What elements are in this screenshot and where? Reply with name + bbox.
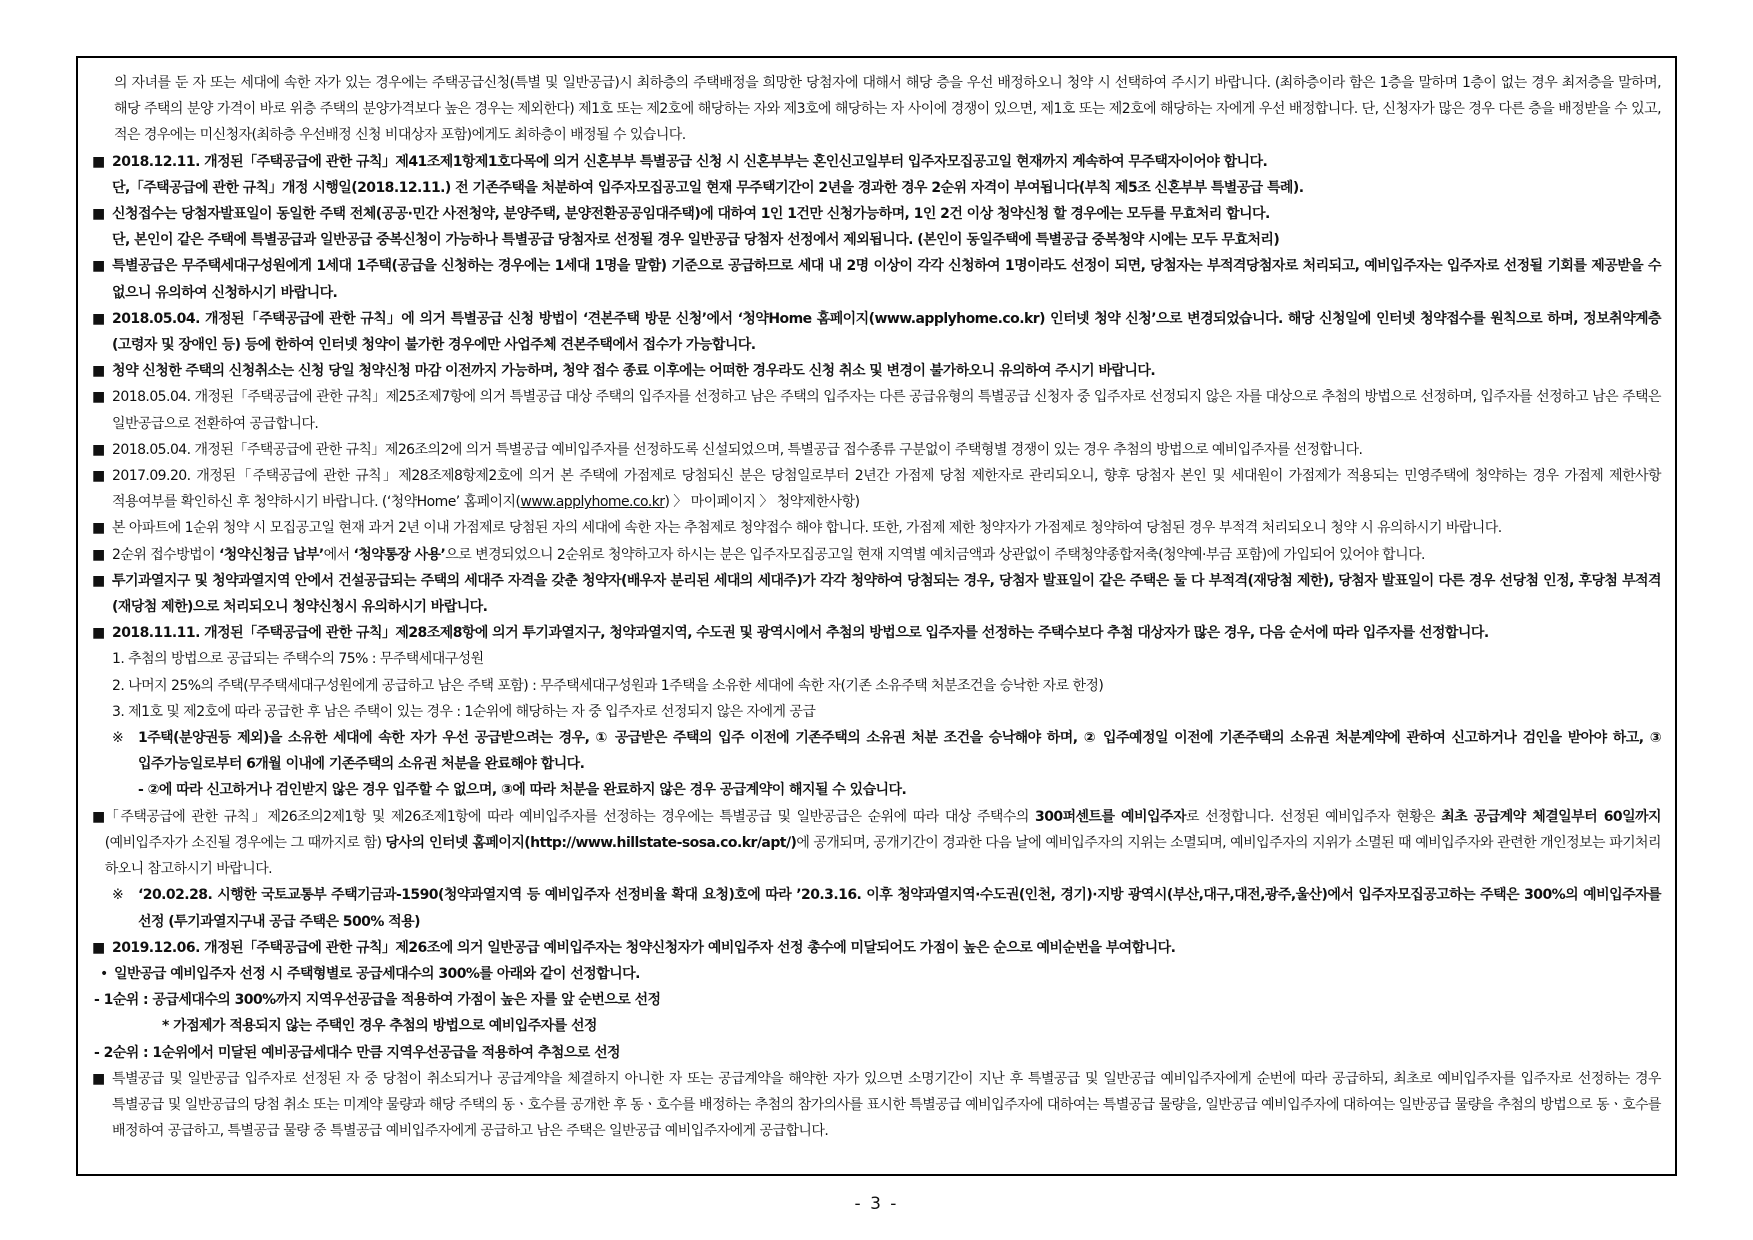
notice-text-bold: 단,「주택공급에 관한 규칙」개정 시행일(2018.12.11.) 전 기존주택을 처분하여 입주자모집공고일 현재 무주택기간이 2년을 경과한 경우 2순위 자격이 부여됩니다(부칙 제5조 신혼부부 특별공급 특례). <box>112 179 1304 196</box>
notice-text-part: 으로 변경되었으니 2순위로 청약하고자 하시는 분은 입주자모집공고일 현재 지역별 예치금액과 상관없이 주택청약종합저축(청약예·부금 포함)에 가입되어 있어야 합니다. <box>445 546 1425 563</box>
page-number: - 3 - <box>854 1194 899 1214</box>
notice-text-bold: ‘청약신청금 납부’ <box>218 546 324 563</box>
notice-item <box>92 620 1661 646</box>
notice-text-bold: 단, 본인이 같은 주택에 특별공급과 일반공급 중복신청이 가능하나 특별공급 당첨자로 선정될 경우 일반공급 당첨자 선정에서 제외됩니다. (본인이 동일주택에 특별공급 중복청약 시에는 모두 무효처리) <box>112 232 1280 249</box>
dot-bullet-icon: • <box>100 965 108 982</box>
square-bullet-icon: ■ <box>92 572 105 589</box>
dot-item <box>92 961 1661 987</box>
notice-text-part: ) 〉 마이페이지 〉 청약제한사항) <box>664 494 860 511</box>
reference-mark-icon: ※ <box>112 887 124 904</box>
notice-text-bold: 최초 공급계약 체결일부터 60일까지 <box>1441 808 1661 825</box>
notice-item <box>92 935 1661 961</box>
notice-frame <box>76 56 1677 1176</box>
notice-text-part: 로 선정합니다. 선정된 예비입주자 현황은 <box>1185 808 1442 825</box>
notice-text <box>112 149 1661 201</box>
note-text: 1주택(분양권등 제외)을 소유한 세대에 속한 자가 우선 공급받으려는 경우, ① 공급받은 주택의 입주 이전에 기존주택의 소유권 처분 조건을 승낙해야 하며, ② 입주예정일 이전에 기존주택의 소유권 처분계약에 관하여 신고하거나 검인을 받아야 하고, ③ 입주가능일로부터 6개월 이내에 기존주택의 소유권 처분을 완료해야 합니다. <box>138 730 1661 773</box>
notice-text <box>112 542 1661 568</box>
notice-text: 청약 신청한 주택의 신청취소는 신청 당일 청약신청 마감 이전까지 가능하며, 청약 접수 종료 이후에는 어떠한 경우라도 신청 취소 및 변경이 불가하오니 유의하여 주시기 바랍니다. <box>112 363 1156 380</box>
notice-item <box>92 463 1661 515</box>
numbered-item: 1. 추첨의 방법으로 공급되는 주택수의 75% : 무주택세대구성원 <box>112 651 484 668</box>
dot-text: 일반공급 예비입주자 선정 시 주택형별로 공급세대수의 300%를 아래와 같이 선정합니다. <box>114 965 640 982</box>
notice-text: 2018.05.04. 개정된「주택공급에 관한 규칙」제25조제7항에 의거 특별공급 대상 주택의 입주자를 선정하고 남은 주택의 입주자는 다른 공급유형의 특별공급 신청자 중 입주자로 선정되지 않은 자를 대상으로 추첨의 방법으로 선정하며, 입주자를 선정하고 남은 주택은 일반공급으로 전환하여 공급합니다. <box>112 389 1661 432</box>
notice-text-bold: ‘청약통장 사용’ <box>353 546 446 563</box>
notice-text: 특별공급은 무주택세대구성원에게 1세대 1주택(공급을 신청하는 경우에는 1세대 1명을 말함) 기준으로 공급하므로 세대 내 2명 이상이 각각 신청하여 1명이라도 선정이 되면, 당첨자는 부적격당첨자로 처리되고, 예비입주자는 입주자로 선정될 기회를 제공받을 수 없으니 유의하여 신청하시기 바랍니다. <box>112 258 1661 301</box>
notice-text: 2018.05.04. 개정된「주택공급에 관한 규칙」제26조의2에 의거 특별공급 예비입주자를 선정하도록 신설되었으며, 특별공급 접수종류 구분없이 주택형별 경쟁이 있는 경우 추첨의 방법으로 예비입주자를 선정합니다. <box>112 441 1363 458</box>
paragraph-continuation: 의 자녀를 둔 자 또는 세대에 속한 자가 있는 경우에는 주택공급신청(특별 및 일반공급)시 최하층의 주택배정을 희망한 당첨자에 대해서 해당 층을 우선 배정하오니 청약 시 선택하여 주시기 바랍니다. (최하층이라 함은 1층을 말하며 1층이 없는 경우 최저층을 말하며, 해당 주택의 분양 가격이 바로 위층 주택의 분양가격보다 높은 경우는 제외한다) 제1호 또는 제2호에 해당하는 자와 제3호에 해당하는 자 사이에 경쟁이 있으면, 제1호 또는 제2호에 해당하는 자에게 우선 배정합니다. 단, 신청자가 많은 경우 다른 층을 배정받을 수 있고, 적은 경우에는 미신청자(최하층 우선배정 신청 비대상자 포함)에게도 최하층이 배정될 수 있습니다. <box>114 75 1661 144</box>
homepage-link[interactable]: 당사의 인터넷 홈페이지(http://www.hillstate-sosa.co.kr/apt/) <box>385 834 797 851</box>
notice-text: 특별공급 및 일반공급 입주자로 선정된 자 중 당첨이 취소되거나 공급계약을 체결하지 아니한 자 또는 공급계약을 해약한 자가 있으면 소명기간이 지난 후 특별공급 및 일반공급 예비입주자에게 순번에 따라 공급하되, 최초로 예비입주자를 입주자로 선정하는 경우 특별공급 및 일반공급의 당첨 취소 또는 미계약 물량과 해당 주택의 동ㆍ호수를 공개한 후 동ㆍ호수를 배정하는 추첨의 참가의사를 표시한 특별공급 예비입주자에 대하여는 특별공급 물량을, 일반공급 예비입주자에 대하여는 일반공급 물량을 추첨의 방법으로 동ㆍ호수를 배정하여 공급하고, 특별공급 물량 중 특별공급 예비입주자에게 공급하고 남은 주택은 일반공급 예비입주자에게 공급합니다. <box>112 1070 1661 1140</box>
notice-text <box>112 463 1661 515</box>
star-item: * 가점제가 적용되지 않는 주택인 경우 추첨의 방법으로 예비입주자를 선정 <box>162 1018 597 1035</box>
square-bullet-icon: ■ <box>92 206 105 223</box>
notice-text-part: (예비입주자가 소진될 경우에는 그 때까지로 함) <box>104 834 386 851</box>
note-subitem: - ②에 따라 신고하거나 검인받지 않은 경우 입주할 수 없으며, ③에 따라 처분을 완료하지 않은 경우 공급계약이 해지될 수 있습니다. <box>138 782 907 799</box>
notice-item <box>92 253 1661 305</box>
notice-item <box>92 542 1661 568</box>
notice-text <box>112 201 1661 253</box>
note-text: ‘20.02.28. 시행한 국토교통부 주택기금과-1590(청약과열지역 등 예비입주자 선정비율 확대 요청)호에 따라 ’20.3.16. 이후 청약과열지역·수도권(인천, 경기)·지방 광역시(부산,대구,대전,광주,울산)에서 입주자모집공고하는 주택은 300%의 예비입주자를 선정 (투기과열지구내 공급 주택은 500% 적용) <box>138 887 1661 930</box>
square-bullet-icon: ■ <box>92 153 105 170</box>
notice-text-part: 2017.09.20. 개정된「주택공급에 관한 규칙」제28조제8항제2호에 의거 본 주택에 가점제로 당첨되신 분은 당첨일로부터 2년간 가점제 당첨 제한자로 관리되오니, 향후 당첨자 본인 및 세대원이 가점제가 적용되는 민영주택에 청약하는 경우 가점제 제한사항 적용여부를 확인하신 후 청약하시기 바랍니다. (‘청약Home’ 홈페이지( <box>112 468 1661 511</box>
notice-item <box>92 515 1661 541</box>
notice-text-bold: 2018.12.11. 개정된「주택공급에 관한 규칙」제41조제1항제1호다목에 의거 신혼부부 특별공급 신청 시 신혼부부는 혼인신고일부터 입주자모집공고일 현재까지 계속하여 무주택자이어야 합니다. <box>112 153 1268 170</box>
notice-item <box>92 306 1661 358</box>
numbered-item: 3. 제1호 및 제2호에 따라 공급한 후 남은 주택이 있는 경우 : 1순위에 해당하는 자 중 입주자로 선정되지 않은 자에게 공급 <box>112 703 816 720</box>
notice-text: 2018.11.11. 개정된「주택공급에 관한 규칙」제28조제8항에 의거 투기과열지구, 청약과열지역, 수도권 및 광역시에서 추첨의 방법으로 입주자를 선정하는 주택수보다 추첨 대상자가 많은 경우, 다음 순서에 따라 입주자를 선정합니다. <box>112 625 1489 642</box>
notice-item <box>92 437 1661 463</box>
notice-text: 2019.12.06. 개정된「주택공급에 관한 규칙」제26조에 의거 일반공급 예비입주자는 청약신청자가 예비입주자 선정 총수에 미달되어도 가점이 높은 순으로 예비순번을 부여합니다. <box>112 939 1176 956</box>
note-item <box>92 882 1661 934</box>
notice-text-part: 「주택공급에 관한 규칙」제26조의2제1항 및 제26조제1항에 따라 예비입주자를 선정하는 경우에는 특별공급 및 일반공급은 순위에 따라 대상 주택수의 <box>104 808 1035 825</box>
notice-text <box>105 804 1661 883</box>
notice-text: 투기과열지구 및 청약과열지역 안에서 건설공급되는 주택의 세대주 자격을 갖춘 청약자(배우자 분리된 세대의 세대주)가 각각 청약하여 당첨되는 경우, 당첨자 발표일이 같은 주택은 둘 다 부적격(재당첨 제한), 당첨자 발표일이 다른 경우 선당첨 인정, 후당첨 부적격(재당첨 제한)으로 처리되오니 청약신청시 유의하시기 바랍니다. <box>112 572 1661 616</box>
square-bullet-icon: ■ <box>92 939 105 956</box>
square-bullet-icon: ■ <box>92 468 105 485</box>
square-bullet-icon: ■ <box>92 625 105 642</box>
notice-text-part: 2순위 접수방법이 <box>112 546 219 563</box>
applyhome-link[interactable]: www.applyhome.co.kr <box>520 494 665 511</box>
notice-item <box>92 358 1661 384</box>
square-bullet-icon: ■ <box>92 441 105 458</box>
notice-item <box>92 804 1661 883</box>
notice-text-bold: 300퍼센트를 예비입주자 <box>1035 808 1186 825</box>
notice-item <box>92 201 1661 253</box>
square-bullet-icon: ■ <box>92 258 105 275</box>
square-bullet-icon: ■ <box>92 546 105 563</box>
square-bullet-icon: ■ <box>92 520 105 537</box>
notice-text-bold: 신청접수는 당첨자발표일이 동일한 주택 전체(공공·민간 사전청약, 분양주택, 분양전환공공임대주택)에 대하여 1인 1건만 신청가능하며, 1인 2건 이상 청약신청 할 경우에는 모두를 무효처리 합니다. <box>112 206 1270 223</box>
notice-item <box>92 149 1661 201</box>
square-bullet-icon: ■ <box>92 363 105 380</box>
dash-item: - 1순위 : 공급세대수의 300%까지 지역우선공급을 적용하여 가점이 높은 자를 앞 순번으로 선정 <box>94 992 661 1009</box>
square-bullet-icon: ■ <box>92 808 105 825</box>
notice-item <box>92 568 1661 620</box>
dash-item: - 2순위 : 1순위에서 미달된 예비공급세대수 만큼 지역우선공급을 적용하여 추첨으로 선정 <box>94 1044 621 1061</box>
note-item <box>92 725 1661 777</box>
square-bullet-icon: ■ <box>92 310 105 327</box>
numbered-item: 2. 나머지 25%의 주택(무주택세대구성원에게 공급하고 남은 주택 포함) : 무주택세대구성원과 1주택을 소유한 세대에 속한 자(기존 소유주택 처분조건을 승낙한 자로 한정) <box>112 677 1104 694</box>
notice-text: 본 아파트에 1순위 청약 시 모집공고일 현재 과거 2년 이내 가점제로 당첨된 자의 세대에 속한 자는 추첨제로 청약접수 해야 합니다. 또한, 가점제 제한 청약자가 가점제로 청약하여 당첨된 경우 부적격 처리되오니 청약 시 유의하시기 바랍니다. <box>112 520 1502 537</box>
notice-item <box>92 1066 1661 1145</box>
notice-text-part: 에서 <box>323 546 354 563</box>
notice-item <box>92 384 1661 436</box>
notice-text-part: 에 공개되며, 공개기간이 경과한 다음 날에 예비입주자의 지위는 소멸되며, 예비입주자의 지위가 소멸된 때 예비입주자와 관련한 개인정보는 파기처리 하오니 참고하시기 바랍니다. <box>104 834 1661 878</box>
reference-mark-icon: ※ <box>112 730 124 747</box>
square-bullet-icon: ■ <box>92 1070 105 1087</box>
square-bullet-icon: ■ <box>92 389 105 406</box>
notice-text: 2018.05.04. 개정된「주택공급에 관한 규칙」에 의거 특별공급 신청 방법이 ‘견본주택 방문 신청’에서 ‘청약Home 홈페이지(www.applyhome.co.kr) 인터넷 청약 신청’으로 변경되었습니다. 해당 신청일에 인터넷 청약접수를 원칙으로 하며, 정보취약계층(고령자 및 장애인 등) 등에 한하여 인터넷 청약이 불가한 경우에만 사업주체 견본주택에서 접수가 가능합니다. <box>112 310 1661 354</box>
